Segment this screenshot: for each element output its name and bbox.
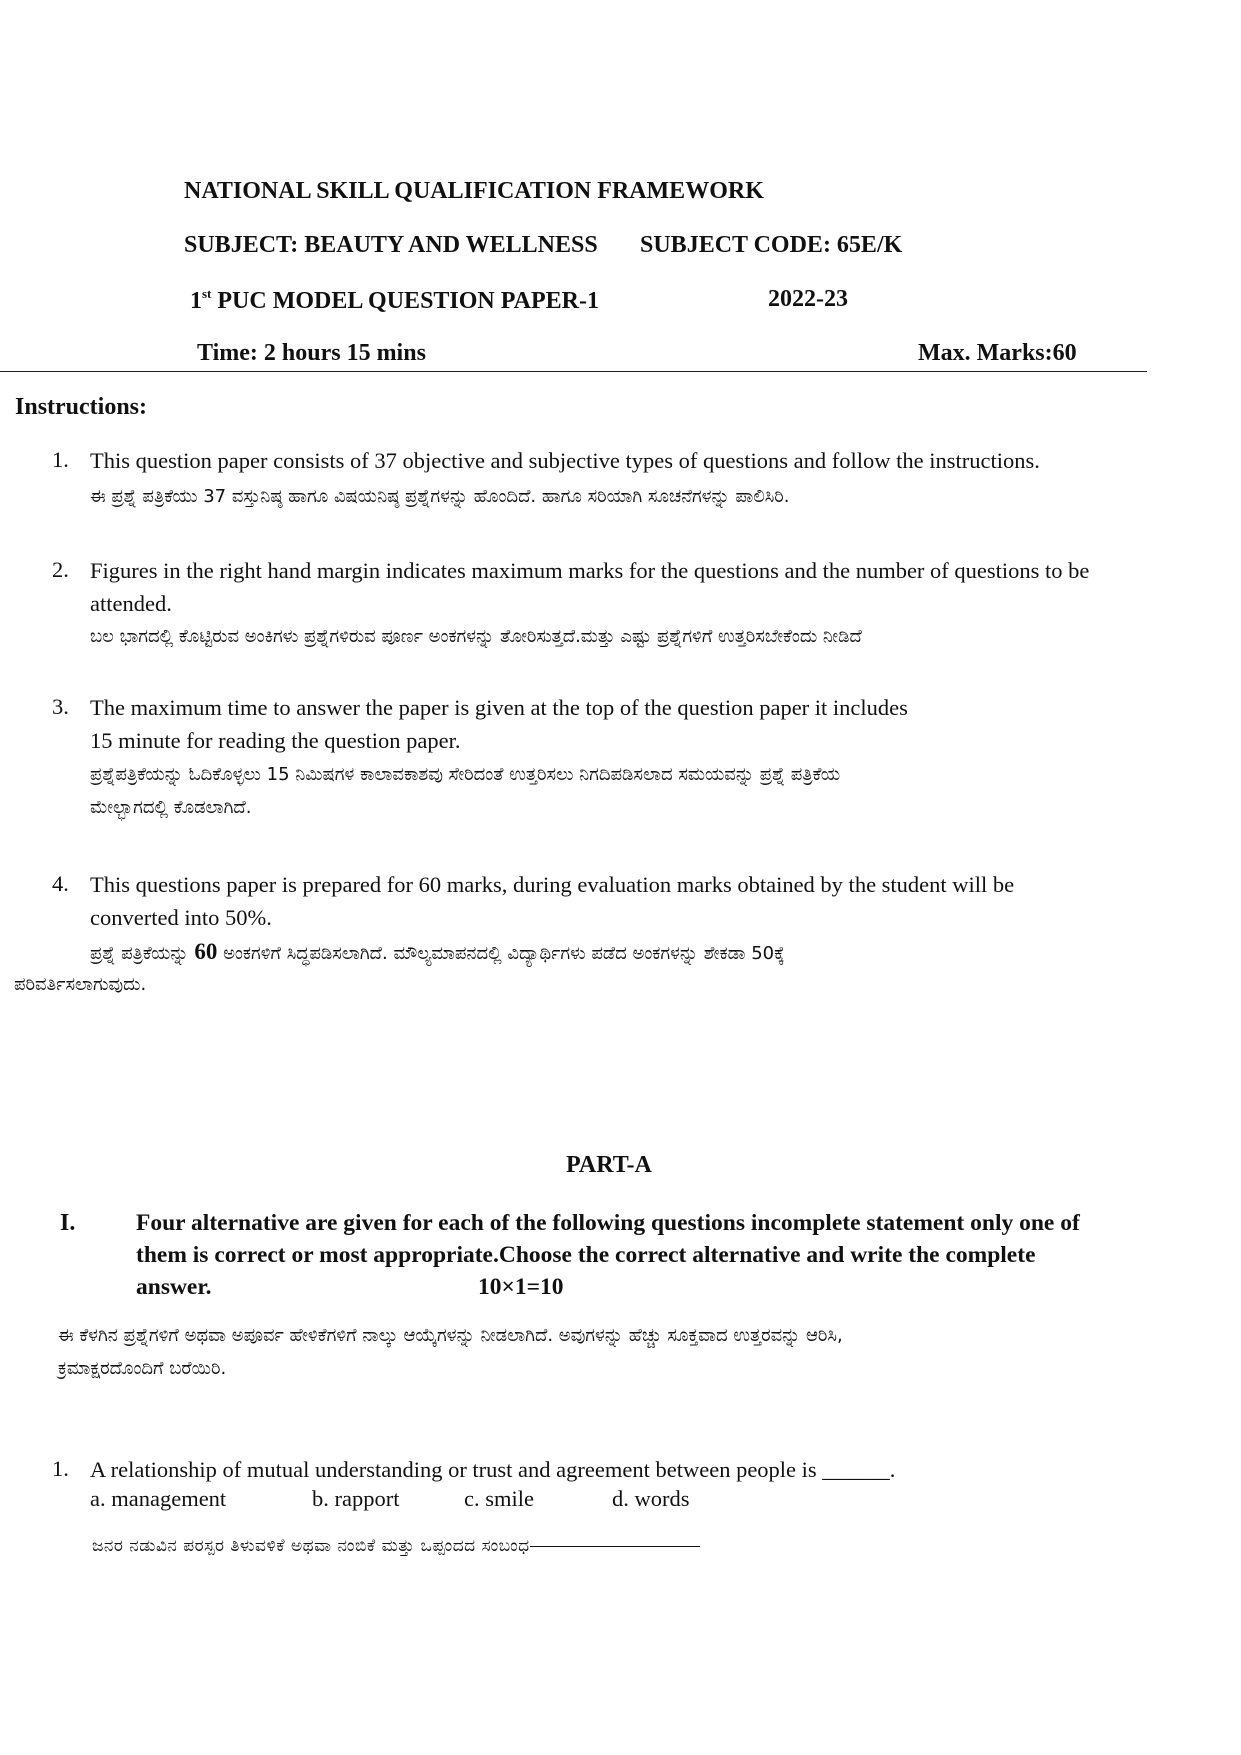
section-instruction bbox=[136, 1207, 1226, 1303]
section-marks: 10×1=10 bbox=[478, 1274, 564, 1300]
section-line-kn: ಈ ಕೆಳಗಿನ ಪ್ರಶ್ನೆಗಳಿಗೆ ಅಥವಾ ಅಪೂರ್ವ ಹೇಳಿಕೆಗಳಿಗೆ ನಾಲ್ಕು ಆಯ್ಕೆಗಳನ್ನು ನೀಡಲಾಗಿದೆ. ಅವುಗಳನ್ನು ಹೆಚ್ಚು ಸೂಕ್ತವಾದ ಉತ್ತರವನ್ನು ಆರಿಸಿ, bbox=[58, 1325, 843, 1346]
time-allowed: Time: 2 hours 15 mins bbox=[197, 340, 426, 366]
instruction-number: 3. bbox=[52, 694, 69, 719]
subject-label: SUBJECT: BEAUTY AND WELLNESS bbox=[184, 232, 598, 258]
instruction-number: 2. bbox=[52, 557, 69, 582]
paper-title-text: PUC MODEL QUESTION PAPER-1 bbox=[217, 288, 599, 314]
answer-blank bbox=[530, 1545, 700, 1547]
instruction-4-en bbox=[90, 868, 1220, 934]
option-a: a. management bbox=[90, 1486, 227, 1511]
question-text-kn bbox=[92, 1536, 700, 1556]
option-d: d. words bbox=[612, 1486, 690, 1511]
paper-title bbox=[190, 286, 599, 315]
instruction-4-kn-post: ಅಂಕಗಳಿಗೆ ಸಿದ್ಧಪಡಿಸಲಾಗಿದೆ. ಮೌಲ್ಯಮಾಪನದಲ್ಲಿ ವಿದ್ಯಾರ್ಥಿಗಳು ಪಡೆದ ಅಂಕಗಳನ್ನು ಶೇಕಡಾ 50ಕ್ಕೆ bbox=[223, 943, 785, 964]
header-divider bbox=[0, 371, 1147, 372]
subject-code: SUBJECT CODE: 65E/K bbox=[640, 232, 903, 258]
part-a-heading: PART-A bbox=[566, 1152, 652, 1178]
instruction-3-en bbox=[90, 691, 1220, 757]
section-answer-word: answer. bbox=[136, 1274, 212, 1300]
instruction-line: 15 minute for reading the question paper. bbox=[90, 728, 461, 753]
section-last-line bbox=[136, 1271, 1226, 1303]
instruction-4-kn-line2: ಪರಿವರ್ತಿಸಲಾಗುವುದು. bbox=[14, 974, 147, 995]
instruction-line-kn: ಪ್ರಶ್ನೆಪತ್ರಿಕೆಯನ್ನು ಓದಿಕೊಳ್ಳಲು 15 ನಿಮಿಷಗಳ ಕಾಲಾವಕಾಶವು ಸೇರಿದಂತೆ ಉತ್ತರಿಸಲು ನಿಗದಿಪಡಿಸಲಾದ ಸಮಯವನ್ನು ಪ್ರಶ್ನೆ ಪತ್ರಿಕೆಯ bbox=[90, 764, 841, 785]
instruction-2-kn bbox=[90, 620, 1230, 653]
instruction-line: Figures in the right hand margin indicates maximum marks for the questions and the number of questions to be bbox=[90, 558, 1090, 583]
question-text: A relationship of mutual understanding or trust and agreement between people is ______. bbox=[90, 1457, 896, 1482]
instruction-line-kn: ಮೇಲ್ಭಾಗದಲ್ಲಿ ಕೊಡಲಾಗಿದೆ. bbox=[90, 797, 252, 818]
instruction-line-kn: ಈ ಪ್ರಶ್ನೆ ಪತ್ರಿಕೆಯು 37 ವಸ್ತುನಿಷ್ಠ ಹಾಗೂ ವಿಷಯನಿಷ್ಠ ಪ್ರಶ್ನೆಗಳನ್ನು ಹೊಂದಿದೆ. ಹಾಗೂ ಸರಿಯಾಗಿ ಸೂಚನೆಗಳನ್ನು ಪಾಲಿಸಿರಿ. bbox=[90, 486, 790, 507]
instruction-line-kn: ಬಲ ಭಾಗದಲ್ಲಿ ಕೊಟ್ಟಿರುವ ಅಂಕಿಗಳು ಪ್ರಶ್ನೆಗಳಿರುವ ಪೂರ್ಣ ಅಂಕಗಳನ್ನು ತೋರಿಸುತ್ತದೆ.ಮತ್ತು ಎಷ್ಟು ಪ್ರಶ್ನೆಗಳಿಗೆ ಉತ್ತರಿಸಬೇಕೆಂದು ನೀಡಿದೆ bbox=[90, 626, 862, 647]
instruction-line: The maximum time to answer the paper is given at the top of the question paper it includes bbox=[90, 695, 908, 720]
instruction-3-kn bbox=[90, 758, 1220, 824]
framework-title: NATIONAL SKILL QUALIFICATION FRAMEWORK bbox=[184, 178, 764, 204]
instruction-line: This questions paper is prepared for 60 marks, during evaluation marks obtained by the student will be bbox=[90, 872, 1015, 897]
instruction-4-kn-pre: ಪ್ರಶ್ನೆ ಪತ್ರಿಕೆಯನ್ನು bbox=[90, 943, 189, 964]
instruction-number: 4. bbox=[52, 871, 69, 896]
instructions-heading: Instructions: bbox=[15, 394, 148, 420]
instruction-4-kn-marks: 60 bbox=[194, 939, 218, 964]
question-number: 1. bbox=[52, 1456, 69, 1481]
max-marks: Max. Marks:60 bbox=[918, 340, 1077, 366]
paper-year: 2022-23 bbox=[768, 286, 848, 312]
instruction-line: This question paper consists of 37 objective and subjective types of questions and follow the instructions. bbox=[90, 448, 1040, 473]
instruction-number: 1. bbox=[52, 447, 69, 472]
section-line-kn: ಕ್ರಮಾಕ್ಷರದೊಂದಿಗೆ ಬರೆಯಿರಿ. bbox=[58, 1358, 227, 1379]
instruction-4-kn-line1 bbox=[90, 935, 1220, 970]
option-b: b. rapport bbox=[312, 1486, 400, 1511]
question-kn-text: ಜನರ ನಡುವಿನ ಪರಸ್ಪರ ತಿಳುವಳಿಕೆ ಅಥವಾ ನಂಬಿಕೆ ಮತ್ತು ಒಪ್ಪಂದದ ಸಂಬಂಧ bbox=[92, 1536, 530, 1556]
paper-ordinal: 1 bbox=[190, 288, 202, 314]
instruction-line: attended. bbox=[90, 591, 172, 616]
instruction-2-en bbox=[90, 554, 1230, 620]
section-instruction-kn bbox=[58, 1319, 1228, 1385]
option-c: c. smile bbox=[464, 1486, 534, 1511]
paper-ordinal-suffix: st bbox=[202, 286, 212, 301]
instruction-line: converted into 50%. bbox=[90, 905, 272, 930]
section-line: Four alternative are given for each of the following questions incomplete statement only one of bbox=[136, 1210, 1080, 1236]
section-number: I. bbox=[60, 1210, 76, 1236]
instruction-1-en bbox=[90, 444, 1220, 477]
instruction-1-kn bbox=[90, 480, 1220, 513]
section-line: them is correct or most appropriate.Choose the correct alternative and write the complete bbox=[136, 1242, 1036, 1268]
